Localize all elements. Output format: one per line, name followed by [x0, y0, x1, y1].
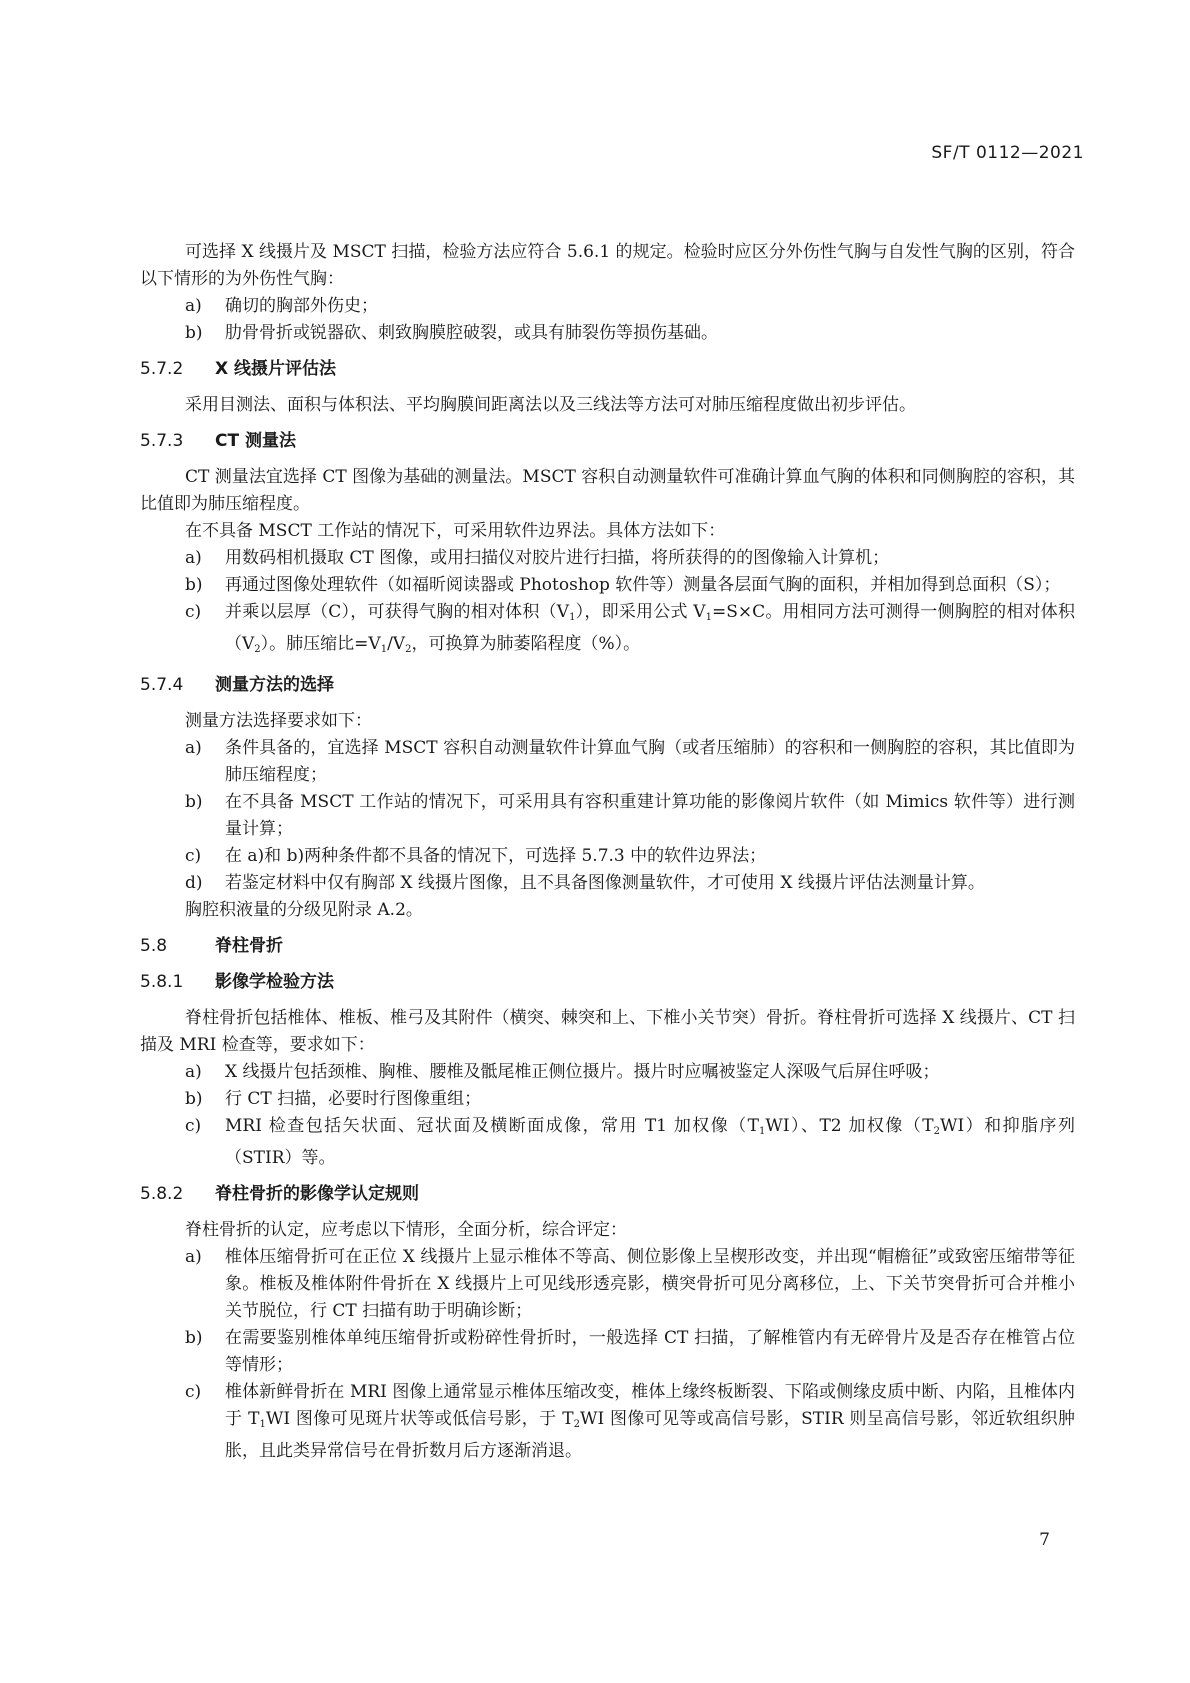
- list-item: a) 椎体压缩骨折可在正位 X 线摄片上显示椎体不等高、侧位影像上呈楔形改变，并出现“帽檐征”或致密压缩带等征象。椎板及椎体附件骨折在 X 线摄片上可见线形透亮影，横突骨折可见分离移位，上、下关节突骨折可合并椎小关节脱位，行 CT 扫描有助于明确诊断；: [185, 1247, 1075, 1321]
- list-item: c) 在 a)和 b)两种条件都不具备的情况下，可选择 5.7.3 中的软件边界法；: [185, 846, 767, 866]
- list-item: c) 椎体新鲜骨折在 MRI 图像上通常显示椎体压缩改变，椎体上缘终板断裂、下陷或侧缘皮质中断、内陷，且椎体内于 $T_1WI$ 图像可见斑片状等或低信号影，于 $T_2WI$ 图像可见等或高信号影，STIR 则呈高信号影，邻近软组织肿胀，且此类异常信号在骨折数月后方逐渐消退。: [185, 1382, 1075, 1461]
- section-paragraph: 脊柱骨折的认定，应考虑以下情形，全面分析，综合评定：: [185, 1220, 627, 1240]
- section-paragraph: 在不具备 MSCT 工作站的情况下，可采用软件边界法。具体方法如下：: [185, 521, 726, 541]
- list-item: d) 若鉴定材料中仅有胸部 X 线摄片图像，且不具备图像测量软件，才可使用 X 线摄片评估法测量计算。: [185, 873, 985, 893]
- formula-text: 并乘以层厚（C），可获得气胸的相对体积$(V_1)$，即采用公式 $V_1=S\times C$。用相同方法可测得一侧胸腔的相对体积$(V_2)$。肺压缩比$=V_1/V_2$，可换算为肺萎陷程度（%）。: [225, 602, 1075, 655]
- list-item: b) 肋骨骨折或锐器砍、刺致胸膜腔破裂，或具有肺裂伤等损伤基础。: [185, 323, 718, 343]
- list-item: b) 再通过图像处理软件（如福昕阅读器或 Photoshop 软件等）测量各层面气胸的面积，并相加得到总面积（S）；: [185, 575, 1061, 595]
- list-item: b) 在不具备 MSCT 工作站的情况下，可采用具有容积重建计算功能的影像阅片软件（如 Mimics 软件等）进行测量计算；: [185, 792, 1075, 839]
- list-item: a) 确切的胸部外伤史；: [185, 296, 378, 316]
- section-paragraph: CT 测量法宜选择 CT 图像为基础的测量法。MSCT 容积自动测量软件可准确计算血气胸的体积和同侧胸腔的容积，其比值即为肺压缩程度。: [140, 467, 1075, 514]
- section-heading-5-7-3: 5.7.3 CT 测量法: [140, 431, 296, 451]
- section-paragraph: 胸腔积液量的分级见附录 A.2。: [185, 900, 423, 920]
- section-heading-5-8-2: 5.8.2 脊柱骨折的影像学认定规则: [140, 1184, 419, 1204]
- section-heading-5-8-1: 5.8.1 影像学检验方法: [140, 972, 334, 992]
- page-header: SF/T 0112—2021: [931, 143, 1084, 163]
- list-item: c) 并乘以层厚（C），可获得气胸的相对体积$(V_1)$，即采用公式 $V_1=S\times C$。用相同方法可测得一侧胸腔的相对体积$(V_2)$。肺压缩比$=V_1/V_2$，可换算为肺萎陷程度（%）。: [140, 599, 1075, 663]
- list-item: c) MRI 检查包括矢状面、冠状面及横断面成像，常用 T1 加权像$(T_1WI)$、T2 加权像$(T_2WI)$和抑脂序列（STIR）等。: [185, 1116, 1075, 1168]
- section-heading-5-8: 5.8 脊柱骨折: [140, 936, 283, 956]
- intro-paragraph: 可选择 X 线摄片及 MSCT 扫描，检验方法应符合 5.6.1 的规定。检验时应区分外伤性气胸与自发性气胸的区别，符合以下情形的为外伤性气胸：: [140, 242, 1075, 289]
- list-item: a) X 线摄片包括颈椎、胸椎、腰椎及骶尾椎正侧位摄片。摄片时应嘱被鉴定人深吸气后屏住呼吸；: [185, 1062, 940, 1082]
- page-number: 7: [1039, 1530, 1050, 1550]
- section-heading-5-7-4: 5.7.4 测量方法的选择: [140, 675, 334, 695]
- section-paragraph: 采用目测法、面积与体积法、平均胸膜间距离法以及三线法等方法可对肺压缩程度做出初步评估。: [185, 395, 916, 415]
- list-item: a) 用数码相机摄取 CT 图像，或用扫描仪对胶片进行扫描，将所获得的的图像输入计算机；: [185, 548, 890, 568]
- section-paragraph: 测量方法选择要求如下：: [185, 711, 372, 731]
- list-item: b) 行 CT 扫描，必要时行图像重组；: [185, 1089, 482, 1109]
- list-item: a) 条件具备的，宜选择 MSCT 容积自动测量软件计算血气胸（或者压缩肺）的容积和一侧胸腔的容积，其比值即为肺压缩程度；: [185, 738, 1075, 785]
- document-body: [140, 239, 1075, 1465]
- list-item: b) 在需要鉴别椎体单纯压缩骨折或粉碎性骨折时，一般选择 CT 扫描，了解椎管内有无碎骨片及是否存在椎管占位等情形；: [185, 1328, 1075, 1375]
- section-paragraph: 脊柱骨折包括椎体、椎板、椎弓及其附件（横突、棘突和上、下椎小关节突）骨折。脊柱骨折可选择 X 线摄片、CT 扫描及 MRI 检查等，要求如下：: [140, 1008, 1075, 1055]
- section-heading-5-7-2: 5.7.2 X 线摄片评估法: [140, 359, 337, 379]
